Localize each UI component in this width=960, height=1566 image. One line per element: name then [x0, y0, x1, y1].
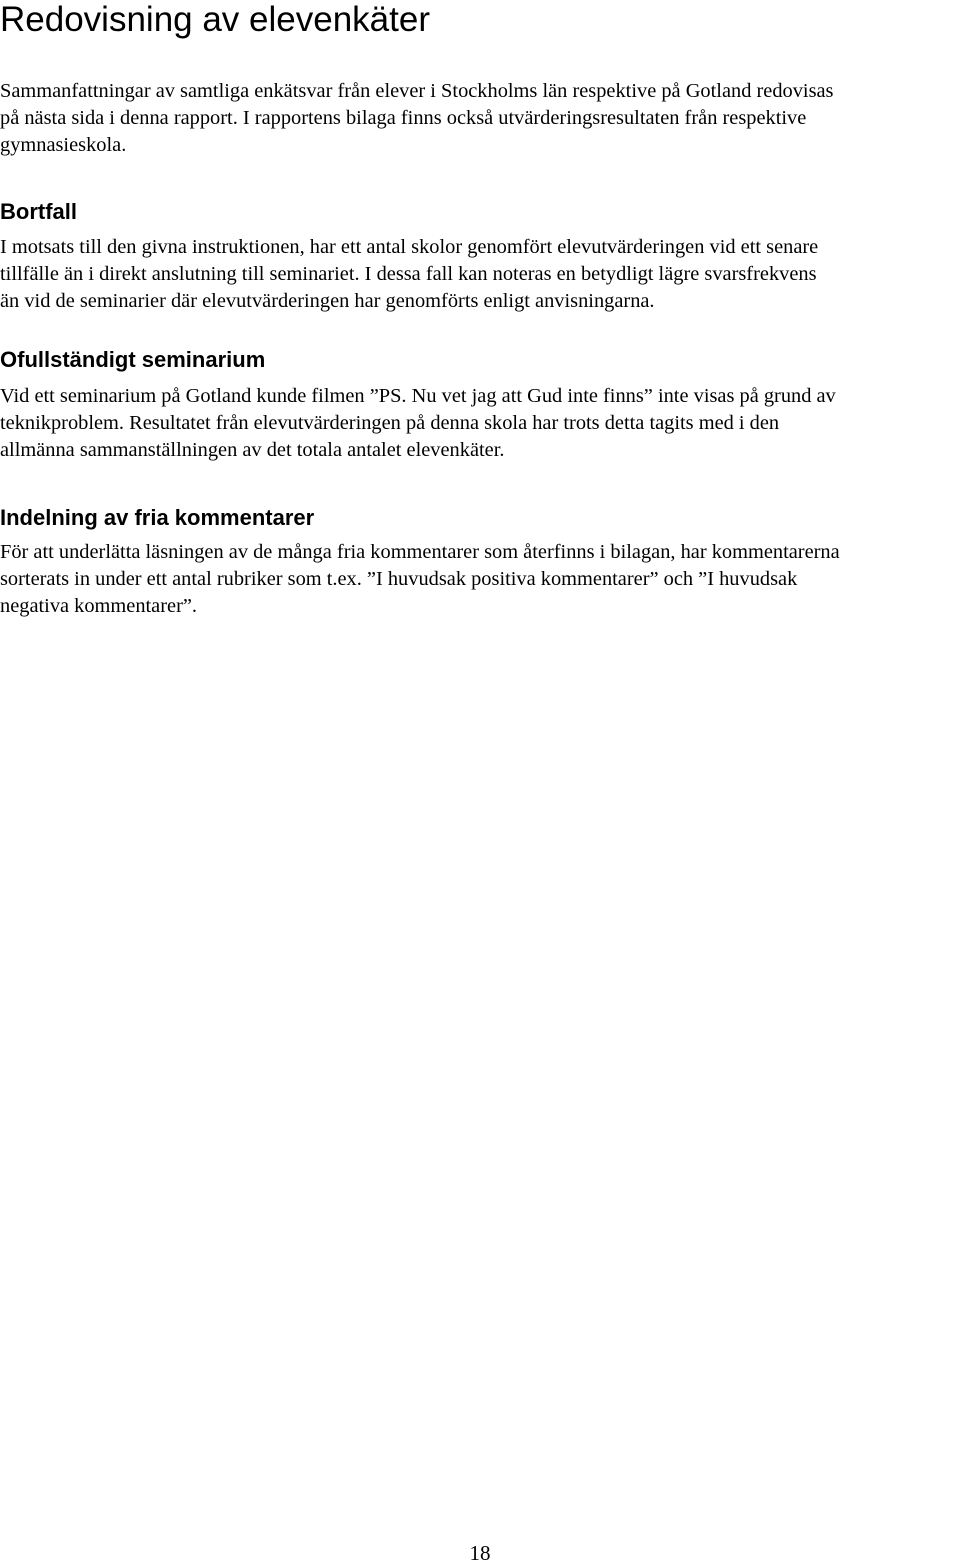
page-title: Redovisning av elevenkäter [0, 0, 430, 39]
section-heading-bortfall: Bortfall [0, 199, 77, 224]
text-line: sorterats in under ett antal rubriker som t.ex. ”I huvudsak positiva kommentarer” och ”I huvudsak [0, 568, 798, 590]
section-heading-ofullstandigt-seminarium: Ofullständigt seminarium [0, 347, 266, 372]
text-line: på nästa sida i denna rapport. I rapportens bilaga finns också utvärderingsresultaten från respektive [0, 107, 807, 129]
section-paragraph-ofullstandigt-seminarium [0, 383, 958, 464]
text-line: Vid ett seminarium på Gotland kunde filmen ”PS. Nu vet jag att Gud inte finns” inte visas på grund av [0, 385, 836, 407]
text-line: negativa kommentarer”. [0, 595, 198, 617]
text-line: teknikproblem. Resultatet från elevutvärderingen på denna skola har trots detta tagits med i den [0, 412, 780, 434]
text-line: I motsats till den givna instruktionen, har ett antal skolor genomfört elevutvärderingen vid ett senare [0, 236, 819, 258]
text-line: För att underlätta läsningen av de många fria kommentarer som återfinns i bilagan, har kommentarerna [0, 541, 840, 563]
text-line: gymnasieskola. [0, 134, 127, 156]
intro-paragraph [0, 78, 958, 159]
text-line: allmänna sammanställningen av det totala antalet elevenkäter. [0, 439, 505, 461]
text-line: tillfälle än i direkt anslutning till seminariet. I dessa fall kan noteras en betydligt lägre svarsfrekvens [0, 263, 817, 285]
text-line: än vid de seminarier där elevutvärderingen har genomförts enligt anvisningarna. [0, 290, 655, 312]
section-paragraph-indelning-av-fria-kommentarer [0, 539, 958, 620]
page-number: 18 [469, 1541, 491, 1565]
section-paragraph-bortfall [0, 234, 958, 315]
section-heading-indelning-av-fria-kommentarer: Indelning av fria kommentarer [0, 505, 315, 530]
text-line: Sammanfattningar av samtliga enkätsvar från elever i Stockholms län respektive på Gotland redovisas [0, 80, 834, 102]
